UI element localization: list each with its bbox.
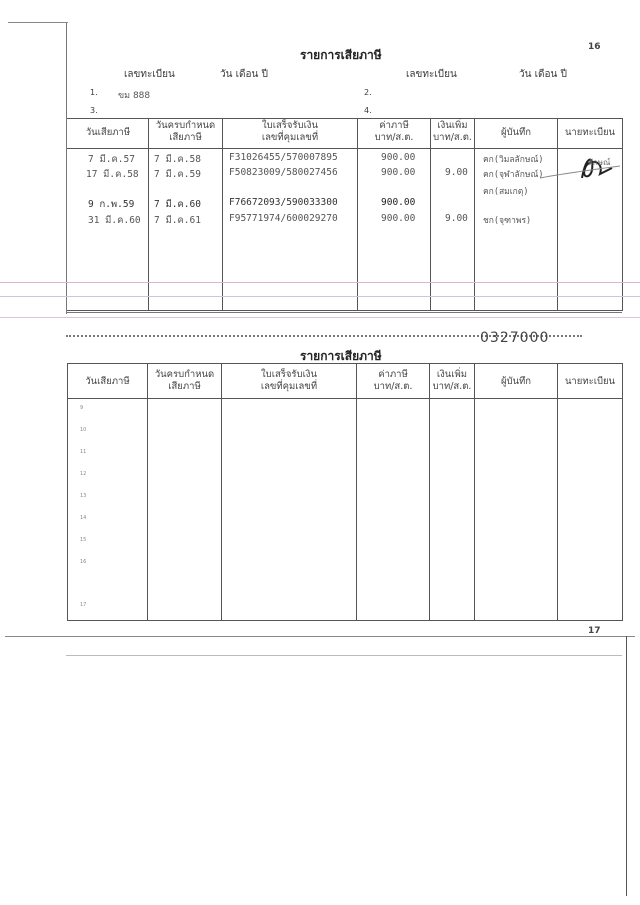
top-frame-edge (8, 22, 68, 23)
bottom-col-receipt: ใบเสร็จรับเงิน เลขที่คุมเลขที่ (260, 369, 318, 392)
bottom-frame-top (66, 312, 622, 313)
top-title: รายการเสียภาษี (300, 48, 382, 62)
top-col-tax: ค่าภาษี บาท/ส.ต. (374, 120, 414, 143)
bottom-title: รายการเสียภาษี (300, 349, 382, 363)
page-edge-right (626, 636, 627, 896)
reg-entry-2-num: 2. (364, 88, 372, 97)
row-number: 11 (80, 449, 87, 455)
row-number: 17 (80, 602, 87, 608)
bottom-col-due-date: วันครบกำหนด เสียภาษี (154, 369, 215, 392)
date-label-right: วัน เดือน ปี (519, 69, 567, 80)
top-col-paid-date: วันเสียภาษี (85, 127, 131, 138)
page-edge-line (66, 655, 622, 656)
bottom-serial-fragment: 0327000 (480, 330, 550, 346)
top-col-registrar: นายทะเบียน (564, 127, 616, 138)
bottom-col-tax: ค่าภาษี บาท/ส.ต. (373, 369, 413, 392)
top-page-number: 16 (588, 42, 601, 52)
scan-line (0, 317, 640, 318)
reg-entry-4-num: 4. (364, 106, 372, 115)
registrar-signature-stamp (520, 148, 630, 188)
row-number: 10 (80, 427, 87, 433)
reg-entry-1-num: 1. (90, 88, 98, 97)
bottom-col-paid-date: วันเสียภาษี (85, 376, 130, 387)
reg-label-right: เลขทะเบียน (406, 69, 457, 80)
page-fold-line (5, 636, 635, 637)
scan-line (0, 296, 640, 297)
top-col-receipt: ใบเสร็จรับเงิน เลขที่คุมเลขที่ (261, 120, 319, 143)
row-number: 16 (80, 559, 87, 565)
row-number: 9 (80, 405, 84, 411)
bottom-col-extra: เงินเพิ่ม บาท/ส.ต. (432, 369, 472, 392)
bottom-col-registrar: นายทะเบียน (564, 376, 616, 387)
reg-entry-3-num: 3. (90, 106, 98, 115)
reg-label-left: เลขทะเบียน (124, 69, 175, 80)
row-number: 15 (80, 537, 87, 543)
row-number: 13 (80, 493, 87, 499)
stamp-fragment: ลักษณ์ (588, 158, 611, 167)
bottom-col-recorder: ผู้บันทึก (500, 376, 532, 387)
top-col-due-date: วันครบกำหนด เสียภาษี (155, 120, 216, 143)
top-col-extra: เงินเพิ่ม บาท/ส.ต. (433, 120, 472, 143)
top-col-recorder: ผู้บันทึก (500, 127, 532, 138)
bottom-page-number: 17 (588, 626, 601, 636)
scan-line (0, 282, 640, 283)
top-frame-left (66, 22, 67, 314)
row-number: 12 (80, 471, 87, 477)
reg-entry-1-value: ขม 888 (118, 91, 151, 101)
row-number: 14 (80, 515, 87, 521)
date-label-left: วัน เดือน ปี (220, 69, 268, 80)
